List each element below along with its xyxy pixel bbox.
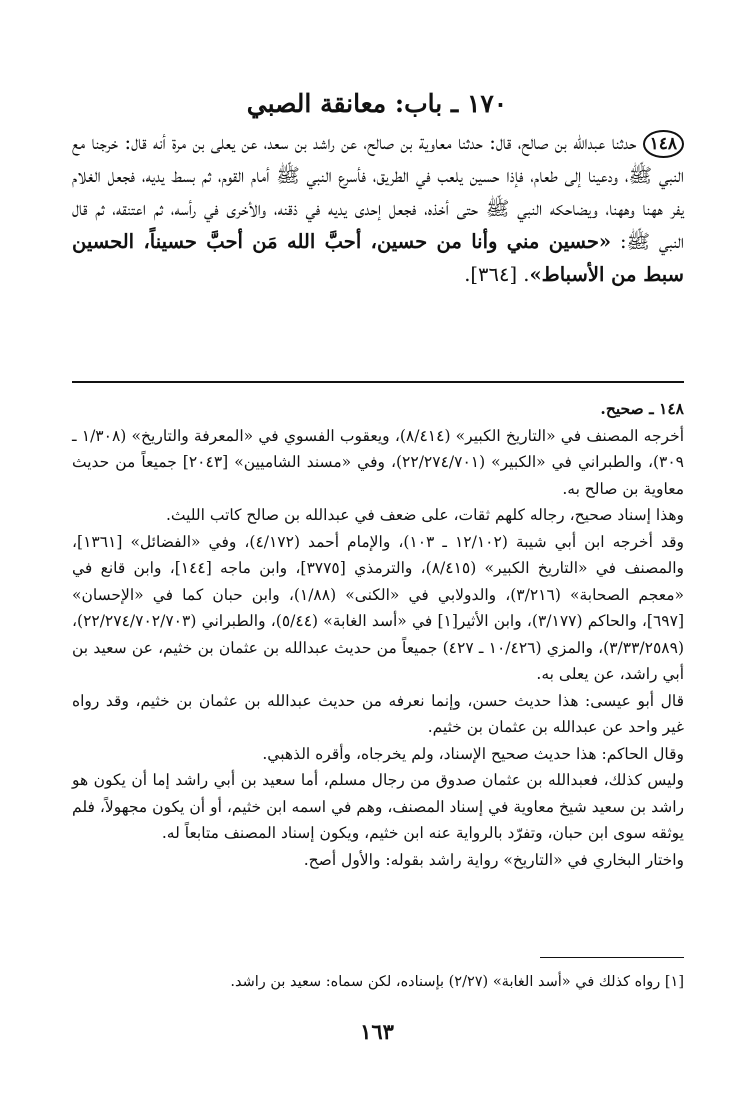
- hadith-quote: «حسين مني وأنا من حسين، أحبَّ الله مَن أحبَّ حسيناً، الحسين سبط من الأسباط»: [72, 230, 684, 286]
- page-number: ١٦٣: [360, 1019, 394, 1044]
- chapter-title: ١٧٠ ـ باب: معانقة الصبي: [246, 89, 508, 118]
- commentary-paragraph: واختار البخاري في «التاريخ» رواية راشد بقوله: والأول أصح.: [303, 850, 684, 869]
- footnote-divider: [540, 957, 684, 958]
- commentary-paragraph: قال أبو عيسى: هذا حديث حسن، وإنما نعرفه من حديث عبدالله بن عثمان بن خثيم، وقد رواه غير واحد عن عبدالله بن عثمان بن خثيم.: [72, 691, 684, 736]
- hadith-number-badge: ١٤٨: [643, 130, 684, 158]
- hadith-reference: . [٣٦٤].: [464, 263, 530, 286]
- hadith-intro: حدثنا عبدالله بن صالح، قال: حدثنا معاوية بن صالح، عن راشد بن سعد، عن يعلى بن مرة أنه قال: خرجنا مع النبي ﷺ، ودعينا إلى طعام، فإذا حسين يلعب في الطريق، فأسرع النبي ﷺ أمام القوم، ثم بسط يديه، فجعل الغلام يفر ههنا وههنا، ويضاحكه النبي ﷺ حتى أخذه، فجعل إحدى يديه في ذقنه، والأخرى في رأسه، ثم اعتنقه، ثم قال النبي ﷺ:: [72, 131, 684, 253]
- commentary-paragraph: أخرجه المصنف في «التاريخ الكبير» (٨/٤١٤)، ويعقوب الفسوي في «المعرفة والتاريخ» (١/٣٠٨ ـ ٣٠٩)، والطبراني في «الكبير» (٢٢/٢٧٤/٧٠١)، وفي «مسند الشاميين» [٢٠٤٣] جميعاً من حديث معاوية بن صالح به.: [72, 426, 685, 498]
- commentary-paragraph: وقد أخرجه ابن أبي شيبة (١٢/١٠٢ ـ ١٠٣)، والإمام أحمد (٤/١٧٢)، وفي «الفضائل» [١٣٦١]، والمصنف في «التاريخ الكبير» (٨/٤١٥)، والترمذي [٣٧٧٥]، وابن ماجه [١٤٤]، وابن قانع في «معجم الصحابة» (٣/٢١٦)، والدولابي في «الكنى» (١/٨٨)، وابن حبان كما في «الإحسان» [٦٩٧]، والحاكم (٣/١٧٧)، وابن الأثير[١] في «أسد الغابة» (٥/٤٤)، والطبراني (٢٢/٢٧٤/٧٠٢/٧٠٣)، (٣/٣٣/٢٥٨٩)، والمزي (١٠/٤٢٦ ـ ٤٢٧) جميعاً من حديث عبدالله بن عثمان بن خثيم، عن سعيد بن أبي راشد، عن يعلى به.: [72, 532, 685, 683]
- hadith-text: [72, 126, 684, 291]
- commentary-paragraph: وقال الحاكم: هذا حديث صحيح الإسناد، ولم يخرجاه، وأقره الذهبي.: [262, 744, 684, 763]
- grade-heading: ١٤٨ ـ صحيح.: [600, 399, 684, 418]
- commentary: [72, 396, 684, 873]
- footnote: [١] رواه كذلك في «أسد الغابة» (٢/٢٧) بإسناده، لكن سماه: سعيد بن راشد.: [230, 974, 684, 990]
- commentary-paragraph: وهذا إسناد صحيح، رجاله كلهم ثقات، على ضعف في عبدالله بن صالح كاتب الليث.: [165, 506, 684, 524]
- commentary-paragraph: وليس كذلك، فعبدالله بن عثمان صدوق من رجال مسلم، أما سعيد بن أبي راشد إما أن يكون هو راشد بن سعيد شيخ معاوية في إسناد المصنف، وهم في اسمه ابن خثيم، أو أن يكون مجهولاً، فلم يوثقه سوى ابن حبان، وتفرّد بالرواية عنه ابن خثيم، ويكون إسناد المصنف متابعاً له.: [72, 771, 684, 842]
- section-divider: [72, 381, 684, 383]
